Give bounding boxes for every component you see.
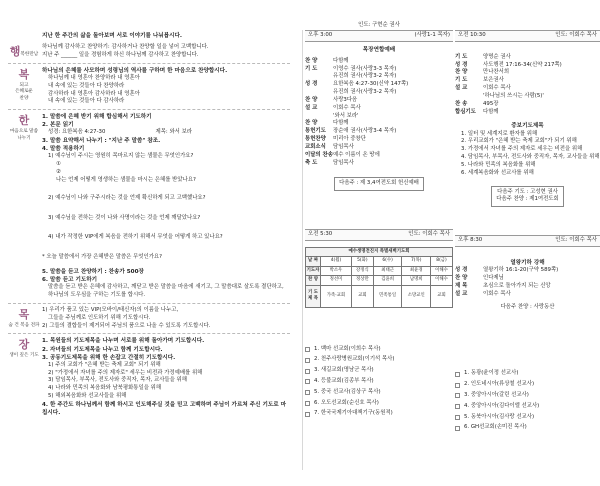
right-column: 오전 10:30 인도: 이회수 목사 기 도 양명순 권사 성 경 사도행전 17:16-34(신약 217쪽) 찬 양 만나찬서희 기 도 보은권사 설 교 이회수 목사 '하나님의 쓰시는 사람(5)' 찬 송 495장 합심기도 다함께 중보기도제목 1. 일터 및 세계지로 환자를 위해 2. 우리교회가 "은혜 받는 축제 교회"가 되기 위해 3. 가정에서 자녀를 주의 제자로 세우는 비전을 위해 4. 담임목사, 부목사, 전도사와 중직자, 목자, 교사들을 위해 5. 나라와 민족의 복음화를 위해 6. 세계복음화와 선교사를 위해 다음주 기도 : 고성현 권사 다음주 찬양 : 제1여전도회 오후 8:30 인도: 이회수 목사 열왕기하 강해 성 경 열왕기하 16:1-20(구약 589쪽) 찬 양 인다제님 제 목 초심으로 돌아가지 되는 신앙 설 교 이회수 목사 다음주 찬양 : 사랑동산 1. 동광(윤이정 선교사) 2. 인도네시아(류상철 선교사) 3. 중앙아시아(갈린 선교사) 4. 중앙아시아(김다이엘 선교사) 5. 동북아시아(김사랑 선교사) 6. GH선교회(손미진 목사) [455, 32, 600, 431]
praise-line: 하나님께 내 영혼아 찬양하라 내 영혼아 [48, 74, 140, 81]
service-order: 찬 양 다함께 기 도 이영수 권사(사랑3-3 목자) 유진희 권사(사랑3-2 목자) 성 경 요한복음 4:27-30(신약 147쪽) 유진희 권사(사랑3-2 목자) 찬 양 사랑3다음 설 교 이회수 목사 '와서 보라' 찬 양 다함께 통헌기도 장순애 권사(사랑3-4 목자) 통헌찬양 미리아 중창단 교회소식 담임목사 이달의 찬송 예수 이름이 온 땅에 축 도 담임목사 [305, 57, 409, 166]
praise-line: 내 속에 있는 것들아 다 감사하라 [48, 98, 125, 105]
praise-line: 내 속에 있는 것들아 다 찬양하라 [48, 82, 125, 89]
fellowship-line-2: 지난 주 ______ 일을 경험하게 하신 하나님께 감사하고 찬양합니다. [42, 51, 199, 58]
prayer-list: 1. 일터 및 세계지로 환자를 위해 2. 우리교회가 "은혜 받는 축제 교회"가 되기 위해 3. 가정에서 자녀를 주의 제자로 세우는 비전을 위해 4. 담임목사, 부목사, 전도사와 중직자, 목자, 교사들을 위해 5. 나라와 민족의 복음화를 위해 6. 세계복음화와 선교사를 위해 [461, 130, 600, 176]
next-week-box: 다음주 : 제 3,4여전도회 헌신예배 [334, 177, 424, 191]
worship-order: 기 도 양명순 권사 성 경 사도행전 17:16-34(신약 217쪽) 찬 양 만나찬서희 기 도 보은권사 설 교 이회수 목사 '하나님의 쓰시는 사람(5)' 찬 송 495장 합심기도 다함께 [455, 53, 562, 115]
intro-text: 지난 한 주간의 삶을 돌아보며 서로 이야기를 나눠봅시다. [42, 33, 183, 39]
section-char: 행 [9, 45, 21, 59]
dawn-prayer-table: 예수생명전진지 특별새벽기도회 날 짜 4(월) 5(화) 6(수) 7(목) 8(금) 기도자 박소우 강정식 최태근 최윤경 이해수 찬 양 정선미 정상만 김윤희 남명희 이해수 기 도 제 목 가족·교회 교회 민족통일 소망교인 교회 [305, 247, 453, 308]
middle-column: 인도: 구현순 권사 오후 3:00 (사랑1-1 목자) 목장연합예배 찬 양 다함께 기 도 이영수 권사(사랑3-3 목자) 유진희 권사(사랑3-2 목자) 성 경 요한복음 4:27-30(신약 147쪽) 유진희 권사(사랑3-2 목자) 찬 양 사랑3다음 설 교 이회수 목사 '와서 보라' 찬 양 다함께 통헌기도 장순애 권사(사랑3-4 목자) 통헌찬양 미리아 중창단 교회소식 담임목사 이달의 찬송 예수 이름이 온 땅에 축 도 담임목사 다음주 : 제 3,4여전도회 헌신예배 오전 5:30 인도: 이회수 목사 예수생명전진지 특별새벽기도회 날 짜 4(월) 5(화) 6(수) 7(목) 8(금) 기도자 박소우 강정식 최태근 최윤경 이해수 찬 양 정선미 정상만 김윤희 남명희 이해수 기 도 제 목 가족·교회 교회 민족통일 소망교인 교회 1. 백마 선교회(이희수 목사) 2. 천주사랑병원교회(이기석 목사) 3. 새길교회(명남군 목사) 4. 등불교회(김종부 목사) 5. 중국 선교사(김상구 목사) 6. 오도선교회(순신호 목사) 7. 한국국제기아대책기구(동원적) [305, 0, 453, 486]
service-bar: 오후 3:00 (사랑1-1 목자) [305, 30, 453, 42]
missions-left: 1. 백마 선교회(이희수 목사) 2. 천주사랑병원교회(이기석 목사) 3. 새길교회(명남군 목사) 4. 등불교회(김종부 목사) 5. 중국 선교사(김상구 목사) 6. 오도선교회(순신호 목사) 7. 한국국제기아대책기구(동원적) [305, 346, 453, 419]
section-fellowship [8, 44, 290, 60]
section-word: 한 마음으로 말씀 나누기 1. 말씀에 은혜 받기 위해 합심해서 기도하기 2. 본문 읽기 성경: 요한복음 4:27-30 제목: 와서 보라 3. 말씀 요약해서 나누기 : "지난 주 말씀" 참조. 4. 말씀 적용하기 1) 예수님이 주시는 영원히 목마르지 않는 샘물은 무엇인가요? ① ② 나는 언제 어떻게 영생하는 샘물을 마시는 은혜를 받았나요? 2) 예수님이 나와 구주시라는 것을 언제 확신하게 되고 고백했나요? 3) 예수님을 전하는 것이 나와 사명이라는 것을 언제 깨달았나요? 4) 내가 작정한 VIP에게 복음을 전하기 위해서 무엇을 어떻게 하고 있나요? * 오늘 말씀에서 가장 은혜받은 말씀은 무엇인가요? 5. 말씀을 듣고 찬양하기 : 찬송가 500장 6. 말씀 듣고 기도하기 말씀을 듣고 받은 은혜에 감사하고, 깨닫고 받은 말씀을 마음에 새기고, 그 말씀대로 살도록 결단하고, 하나님의 도우심을 구하는 기도를 합시다. [9, 114, 284, 299]
section-char: 복 [18, 67, 30, 81]
next-week-box: 다음주 기도 : 고성현 권사 다음주 찬양 : 제1여전도회 [491, 186, 563, 208]
praise-heading: 하나님의 은혜를 사모하며 성령님의 역사를 구하며 한 마음으로 찬양합시다. [42, 67, 228, 74]
evening-order: 성 경 열왕기하 16:1-20(구약 589쪽) 찬 양 인다제님 제 목 초심으로 돌아가지 되는 신앙 설 교 이회수 목사 [455, 267, 559, 297]
section-sub: 복한만남 [20, 52, 39, 58]
missions-right: 1. 동광(윤이정 선교사) 2. 인도네시아(류상철 선교사) 3. 중앙아시아(갈린 선교사) 4. 중앙아시아(김다이엘 선교사) 5. 동북아시아(김사랑 선교사) 6. GH선교회(손미진 목사) [455, 370, 600, 432]
service-title: 목장연합예배 [362, 46, 396, 53]
section-evangelism: 목 숨 건 복음 전파 1) 우리가 품고 있는 VIP(모바이/태신자)의 이름을 나누고, 그들을 주님께로 인도하기 위해 기도합시다. 2) 그들의 결합들이 제거되어 주님의 품으로 나올 수 있도록 기도합시다. [8, 306, 211, 329]
section-prayer: 장 생이 깊은 기도 1. 목원들의 기도제목을 나누며 서로를 위해 돌아가며 기도합시다. 2. 자녀들의 기도제목을 나누고 함께 기도합시다. 3. 공동기도제목을 위해 한 손잡고 간절히 기도합시다. 1) 주의 교회가 "은혜 받는 축제 교회" 되기 위해 2) "가정에서 자녀를 주의 제자로" 세우는 비전과 가정예배를 위해 3) 담임목사, 부목사, 전도사와 중직자, 목자, 교사들을 위해 4) 나라와 민족의 복음화와 남북평화통일을 위해 5) 해외복음화와 선교사들을 위해 4. 한 주간도 하나님께서 함께 하시고 인도해주실 것을 믿고 고백하며 주님이 가르쳐 주신 기도로 마칩시다. [9, 338, 287, 417]
fellowship-line-1: 하나님께 감사하고 찬양하기: 감사하거나 찬양할 일을 넣어 고백합니다. [42, 44, 209, 51]
praise-line: 감사하라 내 영혼아 감사하라 내 영혼아 [48, 90, 140, 97]
section-praise: 복 되고 은혜로운 찬양 하나님의 은혜를 사모하며 성령님의 역사를 구하며 한 마음으로 찬양합시다. 하나님께 내 영혼아 찬양하라 내 영혼아 내 속에 있는 것들아 다 찬양하라 감사하라 내 영혼아 감사하라 내 영혼아 내 속에 있는 것들아 다 감사하라 [8, 67, 290, 106]
